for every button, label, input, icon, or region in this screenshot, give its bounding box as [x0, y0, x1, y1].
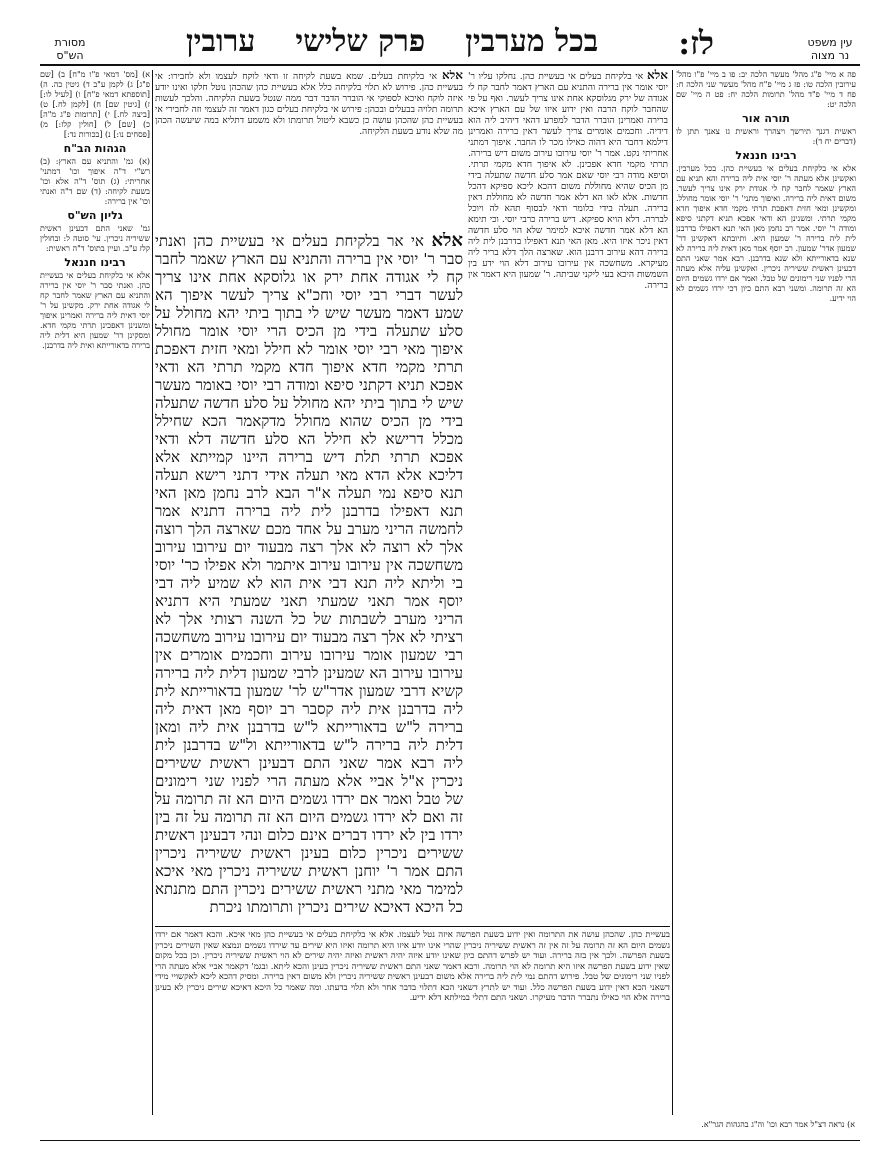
tractate-name: ערובין — [186, 24, 256, 59]
ein-mishpat-label: עין משפט נר מצוה — [807, 36, 853, 62]
hagahot-title: הגהות הב"ח — [63, 142, 127, 155]
gilyon-text: גמ' שאני התם דבעינן ראשית ששיריה ניכרין. עי' סוטה ל: ובחולין קלז ע"ב. ועיין בתוס' ד"ה ראשית: — [40, 224, 150, 253]
bottom-commentary-text: בעשיית כהן. שהכהן עושה את התרומה ואין ידוע בשעת הפרשה איזה נטל לעצמו. אלא אי בלקיחת בעלים אי בעשיית כהן מאי איכא. והכא דאמר אם ירדו גשמים היום הא זה תרומה על זה אין זה ראשית ששיריה ניכרין שהרי אינו יודע איזו היא תרומה ואיזו היא שירים עד שירדו גשמים ונמצא שאין השירים ניכרין בשעת הפרשה. ולכך אין בזה ברירה. ועוד יש לפרש דהתם כיון שאינו יודע איזה יהיה ראשית ואיזה יהיה שירים לא הוי ראשית ששיריה ניכרין. וכן בכל מקום שאין ידוע בשעת הפרשה איזו היא תרומה לא הוי תרומה. ורבא דאמר שאני התם ראשית ששיריה ניכרין בעינן והכא ליתא. ובגמ' דקאמר אביי אלא מעתה הרי לפניו שני רימונים של טבל. פירוש דהתם נמי לית ליה ברירה אלא משום דבעינן ראשית ששיריה ניכרין ולא משום דאין ברירה. ומסיק דהכא ליכא לאקשויי מידי דשאני הכא דאין ידוע בשעת הפרשה כלל. ועוד יש לתרץ דשאני הכא דתלוי בדבר אחר ולא תלוי בדעתו. ומה שאמר כל היכא דאיכא שירים ניכרין לא בעינן ברירה אלא הוי כאילו נתברר הדבר מעיקרו. ושאני התם דתלי במילתא דלא ידיע. — [155, 930, 670, 1003]
gemara-body: אי אר בלקיחת בעלים אי בעשיית כהן ואנתי סבר ר' יוסי אין ברירה והתניא עם הארץ שאמר לחבר קח לי אגודה אחת ירק או גלוסקא אחת אינו צריך לעשר דברי רבי יוסי וחכ"א צריך לעשר איפוך הא שמע דאמר מעשר שיש לי בתוך ביתי יהא מחולל על סלע שתעלה בידי מן הכיס הרי יוסי אומר מחולל איפוך מאי רבי יוסי אומר לא חילל ומאי חזית דאפכת תרתי מקמי חדא איפוך חדא מקמי תרתי הא ודאי אפכא תניא דקתני סיפא ומודה רבי יוסי באומר מעשר שיש לי בתוך ביתי יהא מחולל על סלע חדשה שתעלה בידי מן הכיס שהוא מחולל מדקאמר הכא שחילל מכלל דרישא לא חילל הא סלע חדשה דלא ודאי אפכא תרתי תלת דיש ברירה היינו קמייתא אלא דליכא אלא הדא מאי תעלה אידי דתני רישא תעלה תנא סיפא נמי תעלה א"ר הבא לרב נחמן מאן האי תנא דאפילו בדרבנן לית ליה ברירה דתניא אמר לחמשה הריני מערב על אחד מכם שארצה הלך רוצה אלך לא רוצה לא אלך רצה מבעוד יום עירובו עירוב משחשכה אין עירובו עירוב איתמר ולא אפילו כר' יוסי בי וליתא ליה תנא דבי אית הוא לא שמיע ליה דבי יוסף אמר תאני שמעתי תאני שמעתי היא דתניא הריני מערב לשבתות של כל השנה רצותי אלך לא רציתי לא אלך רצה מבעוד יום עירובו עירוב משחשכה רבי שמעון אומר עירובו עירוב וחכמים אומרים אין עירובו עירוב הא שמעינן לרבי שמעון דלית ליה ברירה קשיא דרבי שמעון אדר"ש לר' שמעון בדאורייתא לית ליה בדרבנן אית ליה קסבר רב יוסף מאן דאית ליה ברירה ל"ש בדאורייתא ל"ש בדרבנן אית ליה ומאן דלית ליה ברירה ל"ש בדאורייתא ול"ש בדרבנן לית ליה רבא אמר שאני התם דבעינן ראשית ששירים ניכרין א"ל אביי אלא מעתה הרי לפניו שני רימונים של טבל ואמר אם ירדו גשמים היום הא זה תרומה על זה ואם לא ירדו גשמים היום הא זה תרומה על זה בין ירדו בין לא ירדו דברים אינם כלום ונהי דבעינן ראשית ששירים ניכרין כלום בעינן ראשית ששיריה ניכרין התם אמר ר' יוחנן ראשית ששיריה ניכרין מאי איכא למימר מאי מתני ראשית ששירים ניכרין התם מתנתא כל היכא דאיכא שירים ניכרין ותרומתו ניכרת — [155, 232, 463, 916]
column-divider-right — [672, 70, 673, 1115]
rabbeinu-chananel-left-text: אלא אי בלקיחת בעלים אי בעשיית כהן. ואנתי סבר ר' יוסי אין ברירה והתניא עם הארץ שאמר לחבר קח לי אגודה אחת ירק. מקשינן על ר' יוסי דאית ליה ברירה ואמרינן איפוך ומשנינן דאפכינן תרתי מקמי חדא. ומסקינן דר' שמעון היא דלית ליה ברירה בדאורייתא ואית ליה בדרבנן. — [40, 271, 150, 350]
chapter-name: בכל מערבין — [465, 24, 599, 59]
torah-or-title: תורה אור — [742, 112, 790, 125]
rabbeinu-chananel-title: רבינו חננאל — [735, 149, 797, 162]
right-margin-column — [676, 70, 856, 1100]
rashi-column — [468, 70, 668, 910]
tosafot-body: אי בלקיחת בעלים. שמא בשעת לקיחה זו ודאי לוקח לעצמו ולא לחבירו: אי בעשיית כהן. פירוש לא תלוי בלקיחה כלל אלא בעשיית כהן שהכהן נוטל חלקו ואינו יודע איזה לוקח ואיכא לספוקי אי הוברר הדבר דבר ממה שנטל בשעת הלקיחה. והלכך לעשות תרומה תלויה בבעלים ובכהן: פירוש אי בלקיחת בעלים כגון דאמר זה לעצמי וזה לחבירי אי בעשיית כהן שהכהן עושה כן כשבא ליטול תרומתו ולא משמע דתליא במה שיעשה הכהן מה שלא נודע בשעת הלקיחה. — [155, 72, 463, 137]
rashi-lead: אלא — [646, 68, 668, 82]
page-title — [100, 24, 800, 62]
gilyon-title: גליון הש"ס — [67, 209, 123, 222]
tosafot-top-block — [155, 70, 463, 228]
folio-number: לז: — [678, 24, 714, 62]
masoret-text: א) [מס' דמאי פ"ו מ"ח] ב) [שם פ"ג] ג) לקמן ע"ב ד) גיטין כה. ה) [תוספתא דמאי פ"ח] ו) [לעיל לו:] ז) [גיטין שם] ח) [לקמן לח.] ט) [ביצה לח.] י) [תרומות פ"ג מ"ה] כ) [שם] ל) [חולין קלז:] מ) [פסחים נו:] נ) [בכורות נד:] — [40, 70, 150, 139]
rabbeinu-chananel-text: אלא אי בלקיחת בעלים אי בעשיית כהן. בכל מערבין. ואקשינן אלא מעתה ר' יוסי אית ליה ברירה והא תניא עם הארץ שאמר לחבר קח לי אגודת ירק אינו צריך לעשר. משום דאית ליה ברירה. ואיפוך מתני' ר' יוסי אומר מחולל. ומקשינן ומאי חזית דאפכת תרתי מקמי חדא איפוך חדא מקמי תרתי. ומשנינן הא ודאי אפכא תניא דקתני סיפא ומודה ר' יוסי. אמר רב נחמן מאן האי תנא דאפילו בדרבנן לית ליה ברירה ר' שמעון היא. ותיובתא דאקשינן דר' שמעון אדר' שמעון. רב יוסף אמר מאן דאית ליה ברירה לא שנא בדאורייתא ולא שנא בדרבנן. רבא אמר שאני התם דבעינן ראשית ששיריה ניכרין. ואקשינן עליה אלא מעתה הרי לפניו שני רימונים של טבל. ואמר אם ירדו גשמים היום הא זה תרומה. ומשני רבא התם כיון דכי ירדו גשמים לא הוי ידיע. — [676, 164, 856, 303]
masoret-label: מסורת הש"ס — [54, 36, 86, 62]
header-rule — [40, 64, 860, 66]
footer-rule — [40, 1140, 860, 1141]
tosafot-lead: אלא — [441, 70, 463, 82]
left-margin-column — [40, 70, 150, 1100]
tosafot-text — [155, 70, 463, 138]
rabbeinu-chananel-left-title: רבינו חננאל — [64, 256, 126, 269]
rashi-body: אי בלקיחת בעלים אי בעשיית כהן. נחלקו עליו ר' יוסי אומר אין ברירה והתניא עם הארץ דאמר לחבר קח לי אגודה של ירק מגלוסקא אחת אינו צריך לעשר. ואף על פי שהחבר לוקח הרבה ואין ידוע איזו של עם הארץ איכא ברירה ואמרינן הוברר הדבר למפרע דהאי דיהיב ליה הוא דידיה. וחכמים אומרים צריך לעשר דאין ברירה ואמרינן דילמא דחבר היא דהוה כאילו מכר לו החבר. איפוך דמתני אחריתי נקט. אמר ר' יוסי עירובו עירוב משום דיש ברירה. תרתי מקמי חדא אפכינן. לא איפוך חדא מקמי תרתי. וסיפא מודה רבי יוסי שאם אמר סלע חדשה שתעלה בידי מן הכיס שהיא מחוללת משום דהכא ליכא ספיקא דהכל חדשות. אלא לאו הא דלא אמר חדשה לא מחוללת דאין ברירה. תעלה בידי כלומר ודאי לבסוף תהא לה ויוכל לבררה. דלא הויא ספיקא. דיש ברירה כרבי יוסי. וכי תימא הא דלא אמר חדשה איכא למימר שלא הוי סלע חדשה דאין ניכר איזו היא. מאן האי תנא דאפילו בדרבנן לית ליה ברירה דהא עירוב דרבנן הוא. שארצה הלך דלא בריר ליה מעיקרא. משחשכה אין עירובו עירוב דלא הוי ידע בין השמשות היכא בעי ליקני שביתה. ר' שמעון היא דאמר אין ברירה. — [468, 72, 668, 291]
ein-mishpat-text: פה א מיי' פ"ג מהל' מעשר הלכה יב: פו ב מיי' פ"ו מהל' עירובין הלכה טו: פז ג מיי' פ"ח מהל' מעשר שני הלכה ח: פח ד מיי' פ"ד מהל' תרומות הלכה יח: פט ה מיי' שם הלכה יט: — [676, 70, 856, 109]
chapter-number: פרק שלישי — [295, 24, 426, 59]
rashi-text — [468, 70, 668, 292]
page-header — [40, 22, 860, 62]
hagahot-text: (א) גמ' והתניא עם הארץ: (ב) רש"י ד"ה איפוך וכו' דמתני' אחריתי: (ג) תוס' ד"ה אלא וכו' בשעת לקיחה: (ד) שם ד"ה ואנתי וכו' אין ברירה: — [40, 157, 150, 206]
gemara-lead: אלא — [431, 232, 463, 251]
gemara-text-block — [155, 232, 463, 922]
gemara-bottom-divider — [155, 926, 670, 927]
bottom-commentary-block — [155, 930, 670, 1115]
column-divider-left — [152, 70, 153, 1115]
torah-or-text: ראשית דגנך תירשך ויצהרך וראשית גז צאנך תתן לו (דברים יח ד): — [676, 127, 856, 146]
gemara-paragraph — [155, 232, 463, 916]
footnote: א) נראה דצ"ל אמר רבא וכו' וה"ג בהגהות הגר"א. — [701, 1120, 855, 1129]
